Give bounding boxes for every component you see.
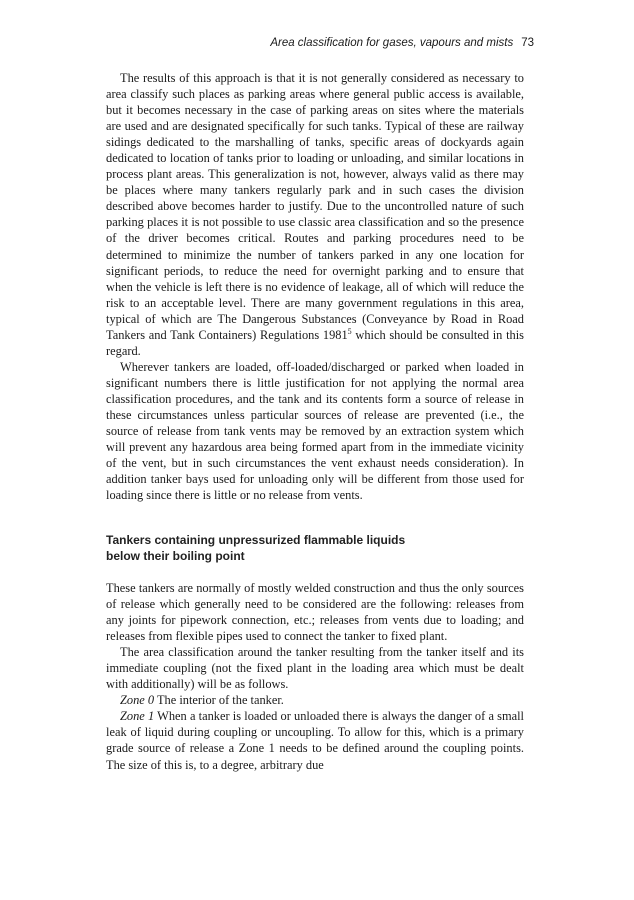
body-section-2 bbox=[106, 580, 524, 773]
paragraph bbox=[106, 70, 524, 359]
paragraph: Wherever tankers are loaded, off-loaded/discharged or parked when loaded in significant numbers there is little justification for not applying the normal area classification procedures, and the tank and its contents form a source of release in these circumstances unless particular sources of release are prevented (i.e., the source of release from tank vents may be removed by an extraction system which will prevent any hazardous area being formed apart from in the immediate vicinity of the vent, but in such circumstances the vent exhaust needs consideration). In addition tanker bays used for unloading only will be different from those used for loading since there is little or no release from vents. bbox=[106, 359, 524, 503]
zone-1-label: Zone 1 bbox=[120, 709, 155, 724]
heading-line: below their boiling point bbox=[106, 548, 245, 563]
page-number: 73 bbox=[521, 37, 534, 49]
section-heading bbox=[106, 533, 524, 564]
paragraph-text: which should be consulted in this regard. bbox=[106, 327, 524, 358]
paragraph: The area classification around the tanker resulting from the tanker itself and its immediate coupling (not the fixed plant in the loading area which must be dealt with additionally) will be as follows. bbox=[106, 645, 524, 692]
body-section-1 bbox=[106, 70, 524, 503]
paragraph-text: The results of this approach is that it is not generally considered as necessary to area classify such places as parking areas where general public access is available, but it becomes necessary in the case of parking areas on sites where the materials are used and are designated specifically for such tanks. Typical of these are railway sidings dedicated to the marshalling of tanks, specific areas of dockyards again dedicated to location of tanks prior to loading or unloading, and similar locations in process plant areas. This generalization is not, however, always valid as there may be places where many tankers regularly park and in such cases the division described above becomes harder to justify. Due to the uncontrolled nature of such parking places it is not possible to use classic area classification and so the presence of the driver becomes critical. Routes and parking procedures need to be determined to minimize the number of tankers parked in any one location for significant periods, to reduce the need for overnight parking and to ensure that when the vehicle is left there is no evidence of leakage, all of which will reduce the risk to an acceptable level. There are many government regulations in this area, typical of which are The Dangerous Substances (Conveyance by Road in Road Tankers and Tank Containers) Regulations 1981 bbox=[106, 71, 524, 342]
running-header bbox=[270, 37, 534, 49]
zone-0-text: The interior of the tanker. bbox=[154, 693, 284, 708]
paragraph: These tankers are normally of mostly welded construction and thus the only sources of release which generally need to be considered are the following: releases from any joints for pipework connection, etc.; releases from vents due to loading; and releases from flexible pipes used to connect the tanker to fixed plant. bbox=[106, 581, 524, 644]
running-title: Area classification for gases, vapours and mists bbox=[270, 37, 514, 49]
zone-0-label: Zone 0 bbox=[120, 693, 155, 708]
zone-1-text: When a tanker is loaded or unloaded there is always the danger of a small leak of liquid during coupling or uncoupling. To allow for this, which is a primary grade source of release a Zone 1 needs to be defined around the coupling points. The size of this is, to a degree, arbitrary due bbox=[106, 709, 525, 772]
zone-1-paragraph bbox=[106, 708, 524, 772]
reference-superscript: 5 bbox=[347, 326, 352, 336]
heading-line: Tankers containing unpressurized flammable liquids bbox=[106, 533, 406, 547]
zone-0-paragraph bbox=[106, 692, 524, 708]
